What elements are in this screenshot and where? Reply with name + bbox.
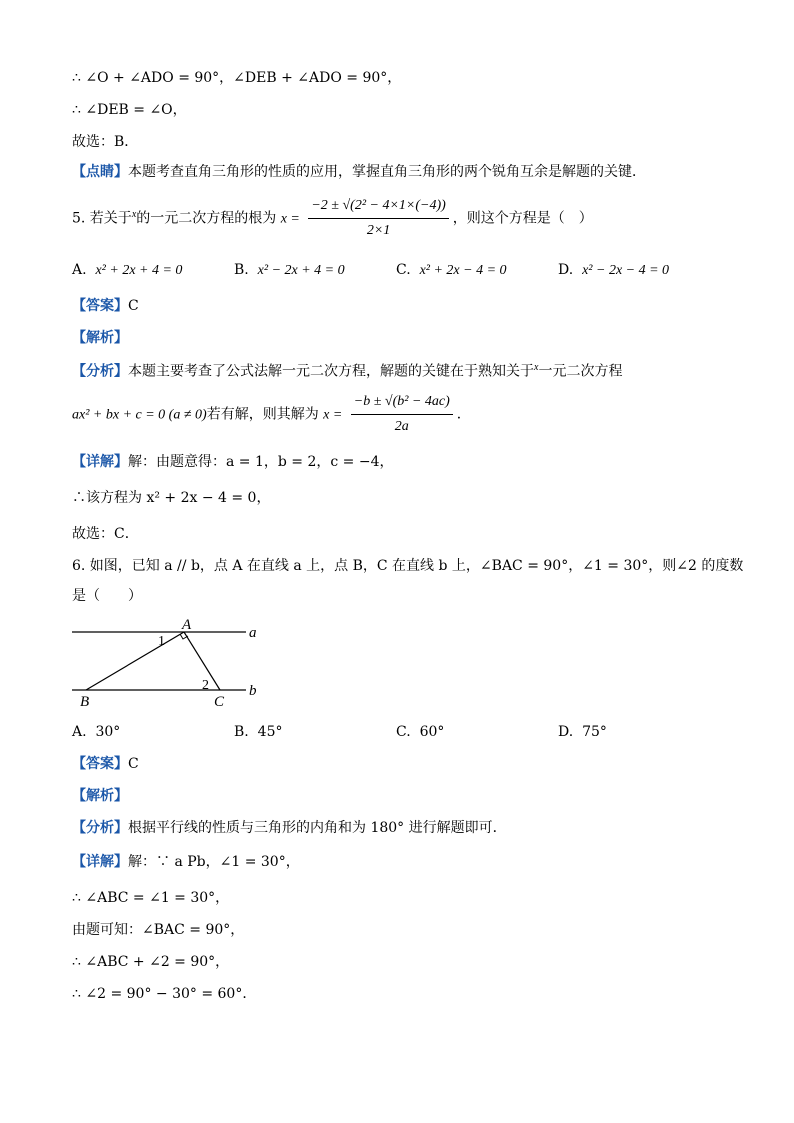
label-angle-1: 1 [158, 634, 165, 649]
q5-answer-tag: 【答案】 [72, 298, 128, 314]
q5-quadratic-formula: $\frac{\text{−b ± √(b² − 4ac)}}{2a}$ [351, 392, 453, 437]
q5-root-lhs: x = [280, 211, 300, 227]
label-point-b: B [80, 694, 90, 710]
q6-analysis-tag: 【解析】 [72, 788, 128, 804]
q5-fenxi-tag: 【分析】 [72, 363, 128, 380]
label-point-c: C [214, 694, 225, 710]
q5-root-fraction [308, 196, 448, 241]
q6-detail-line: 【详解】解：∵ a Pb，∠1 = 30°， [72, 854, 300, 870]
q6-answer-tag: 【答案】 [72, 756, 128, 772]
comment-text: 本题考查直角三角形的性质的应用，掌握直角三角形的两个锐角互余是解题的关键． [128, 164, 646, 180]
q5-stem-part-a: 5. 若关于 [72, 210, 132, 227]
q6-step-3: ∴ ∠ABC + ∠2 = 90°， [72, 954, 230, 970]
q6-option-a: A. 30° [72, 724, 121, 740]
q5-option-d: D. x² − 2x − 4 = 0 [558, 262, 670, 278]
q5-fenxi-line: 【分析】本题主要考查了公式法解一元二次方程，解题的关键在于熟知关于$^x$一元二次方程 [72, 362, 623, 380]
prev-choose-line: 故选：B． [72, 134, 139, 150]
comment-tag: 【点睛】 [72, 164, 128, 180]
q5-root-denominator: 2×1 [366, 223, 391, 238]
right-angle-mark [180, 634, 188, 639]
q5-answer-value: C [128, 298, 139, 314]
q6-figure [66, 612, 266, 712]
q5-stem-part-b: 的一元二次方程的根为 [136, 210, 277, 227]
q5-analysis-tag: 【解析】 [72, 330, 128, 346]
q5-option-b: B. x² − 2x + 4 = 0 [234, 262, 345, 278]
label-line-a: a [249, 625, 257, 641]
q5-stem [72, 196, 593, 241]
q6-answer-line [72, 754, 139, 774]
q6-detail-tag: 【详解】 [72, 854, 128, 870]
q6-stem-line-1: 6. 如图，已知 a // b，点 A 在直线 a 上，点 B，C 在直线 b 上，∠BAC = 90°，∠1 = 30°，则∠2 的度数 [72, 558, 744, 574]
q5-answer-line [72, 296, 139, 316]
q5-root-numerator: −2 ± √(2² − 4×1×(−4)) [308, 196, 448, 219]
q5-equation-line: ∴该方程为 x² + 2x − 4 = 0， [72, 490, 271, 506]
q6-option-c: C. 60° [396, 724, 445, 740]
q6-fenxi-tag: 【分析】 [72, 820, 128, 836]
q6-option-b: B. 45° [234, 724, 283, 740]
q6-step-1: ∴ ∠ABC = ∠1 = 30°， [72, 890, 230, 906]
q5-choose-line: 故选：C． [72, 526, 139, 542]
q6-fenxi-line: 【分析】根据平行线的性质与三角形的内角和为 180° 进行解题即可． [72, 820, 507, 836]
q5-stem-part-c: ，则这个方程是（ ） [452, 210, 593, 227]
prev-comment-line [72, 162, 646, 182]
prev-solution-line-1: ∴ ∠O + ∠ADO = 90°，∠DEB + ∠ADO = 90°， [72, 70, 402, 86]
q5-general-equation: ax² + bx + c = 0 (a ≠ 0) [72, 407, 207, 423]
label-point-a: A [182, 617, 192, 633]
q6-stem-line-2: 是（ ） [72, 588, 142, 604]
q6-answer-value: C [128, 756, 139, 772]
q5-stem-var: x [131, 208, 137, 220]
q5-detail-line: 【详解】解：由题意得：a = 1，b = 2，c = −4， [72, 454, 394, 470]
q6-step-2: 由题可知：∠BAC = 90°， [72, 922, 245, 938]
label-line-b: b [249, 683, 257, 699]
q5-detail-tag: 【详解】 [72, 454, 128, 470]
q5-option-a: A. x² + 2x + 4 = 0 [72, 262, 183, 278]
q6-option-d: D. 75° [558, 724, 607, 740]
prev-solution-line-2: ∴ ∠DEB = ∠O， [72, 102, 187, 118]
segment-ab [86, 632, 184, 690]
q5-option-c: C. x² + 2x − 4 = 0 [396, 262, 507, 278]
q6-step-4: ∴ ∠2 = 90° − 30° = 60°． [72, 986, 257, 1002]
q5-formula-line: ax² + bx + c = 0 (a ≠ 0)若有解，则其解为 x = $\frac{\text{−b ± √(b² − 4ac)}}{2a}$ ． [72, 392, 471, 437]
label-angle-2: 2 [202, 678, 209, 693]
